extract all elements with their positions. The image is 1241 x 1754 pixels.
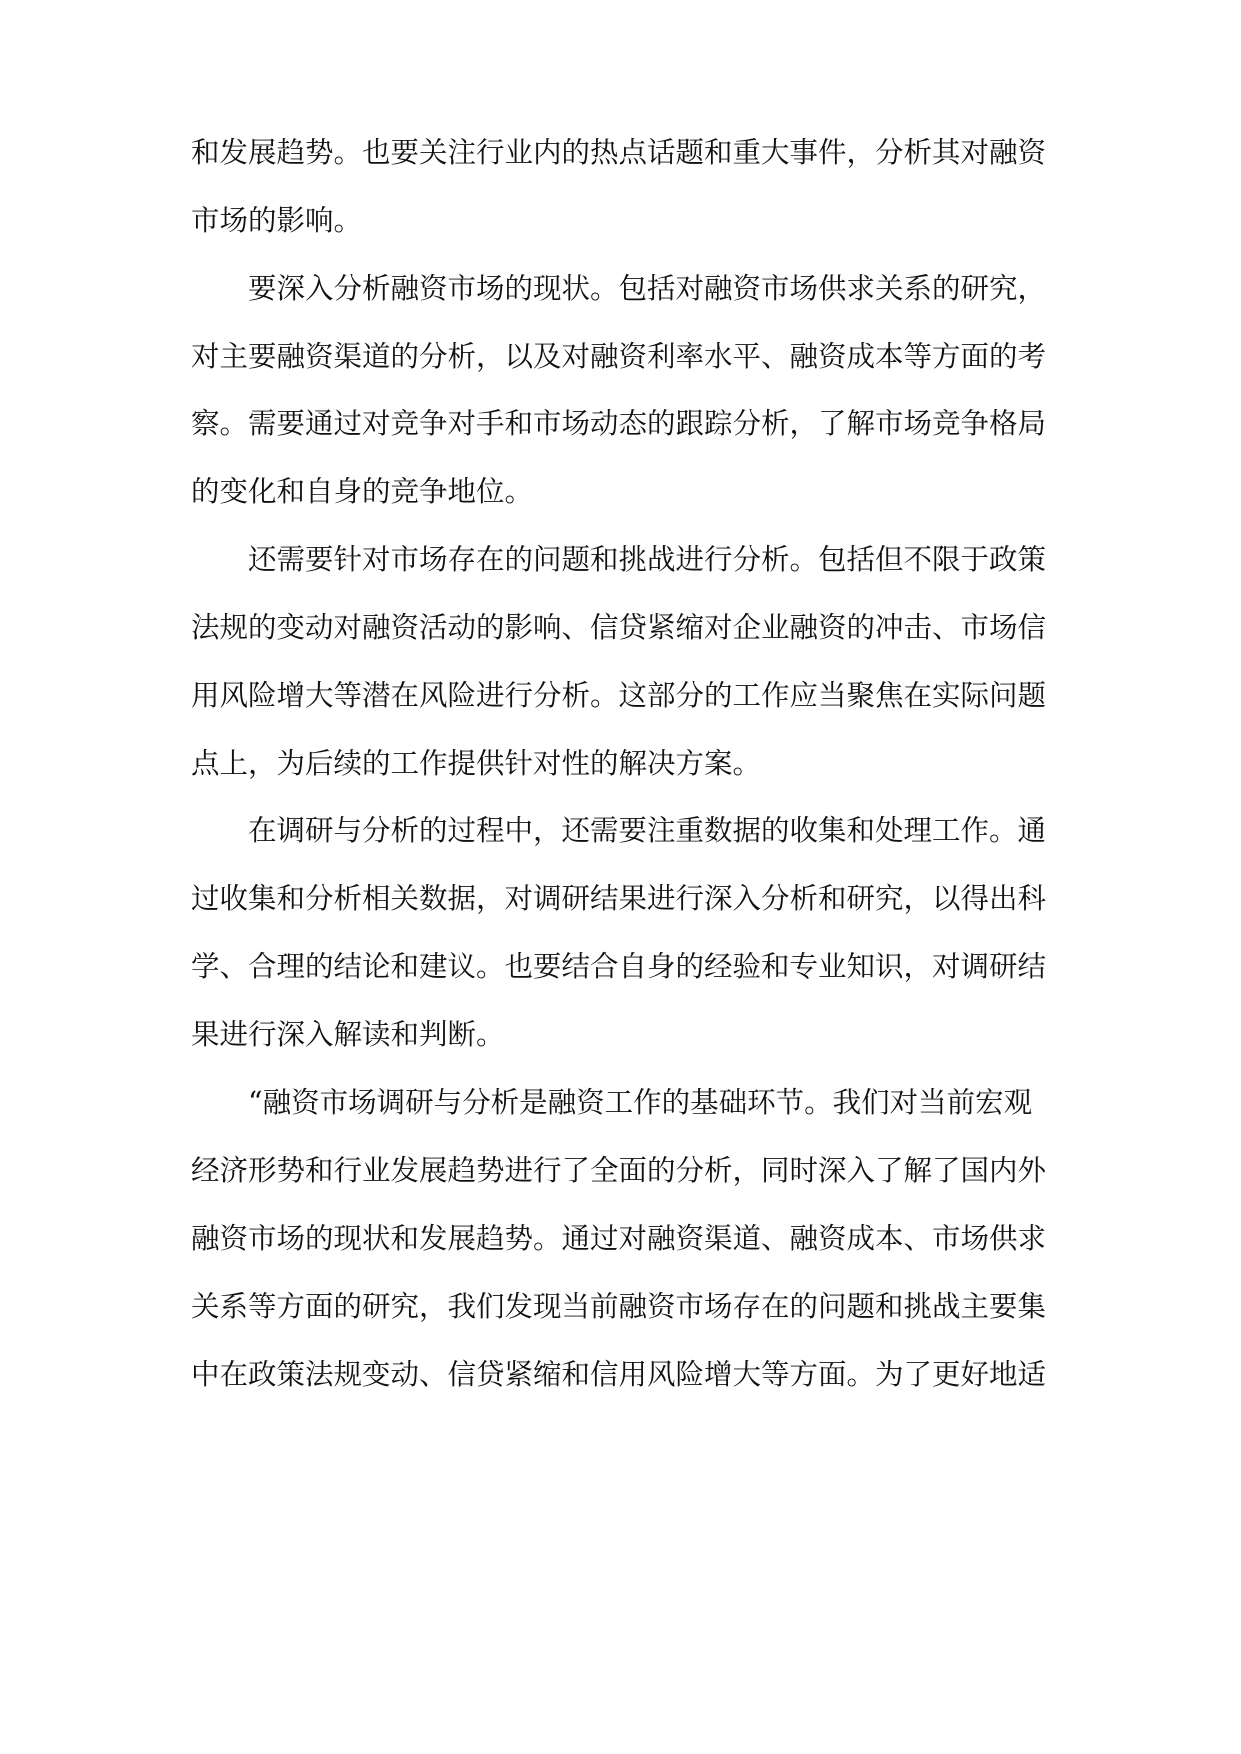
text-line: 经济形势和行业发展趋势进行了全面的分析，同时深入了解了国内外	[191, 1154, 1047, 1187]
text-line: 关系等方面的研究，我们发现当前融资市场存在的问题和挑战主要集	[191, 1290, 1047, 1323]
text-line: 的变化和自身的竞争地位。	[191, 475, 534, 508]
paragraph-first-line: 在调研与分析的过程中，还需要注重数据的收集和处理工作。通	[248, 814, 1047, 847]
text-line: 察。需要通过对竞争对手和市场动态的跟踪分析，了解市场竞争格局	[191, 407, 1047, 440]
paragraph-first-line: “融资市场调研与分析是融资工作的基础环节。我们对当前宏观	[248, 1086, 1033, 1119]
text-line: 中在政策法规变动、信贷紧缩和信用风险增大等方面。为了更好地适	[191, 1358, 1047, 1391]
text-line: 和发展趋势。也要关注行业内的热点话题和重大事件，分析其对融资	[191, 136, 1047, 169]
text-line: 过收集和分析相关数据，对调研结果进行深入分析和研究，以得出科	[191, 882, 1047, 915]
paragraph-first-line: 还需要针对市场存在的问题和挑战进行分析。包括但不限于政策	[248, 543, 1047, 576]
text-line: 学、合理的结论和建议。也要结合自身的经验和专业知识，对调研结	[191, 950, 1047, 983]
text-line: 点上，为后续的工作提供针对性的解决方案。	[191, 747, 762, 780]
text-line: 市场的影响。	[191, 204, 363, 237]
text-line: 法规的变动对融资活动的影响、信贷紧缩对企业融资的冲击、市场信	[191, 611, 1047, 644]
text-line: 对主要融资渠道的分析，以及对融资利率水平、融资成本等方面的考	[191, 340, 1047, 373]
text-line: 果进行深入解读和判断。	[191, 1018, 505, 1051]
text-line: 融资市场的现状和发展趋势。通过对融资渠道、融资成本、市场供求	[191, 1222, 1047, 1255]
paragraph-first-line: 要深入分析融资市场的现状。包括对融资市场供求关系的研究，	[248, 272, 1047, 305]
text-line: 用风险增大等潜在风险进行分析。这部分的工作应当聚焦在实际问题	[191, 679, 1047, 712]
